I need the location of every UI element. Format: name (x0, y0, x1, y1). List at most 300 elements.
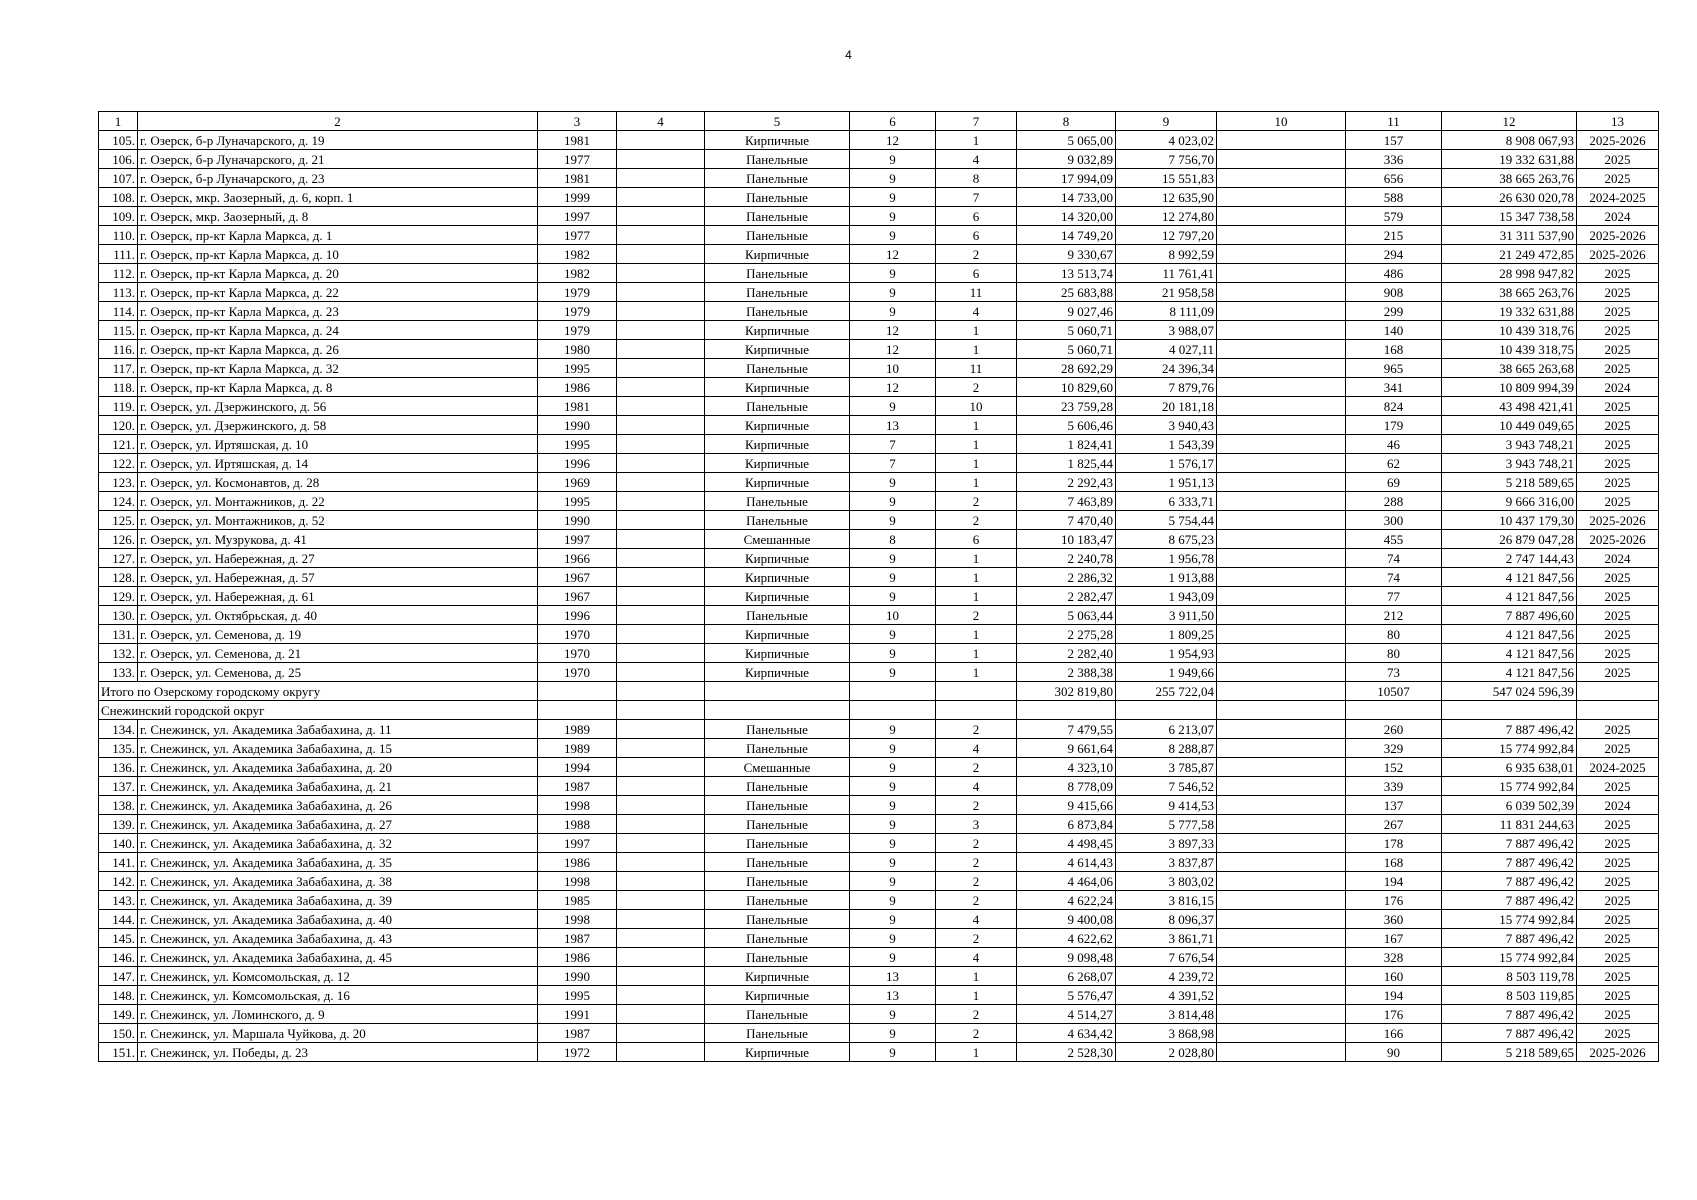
floors-cell: 9 (850, 150, 936, 169)
table-row (99, 321, 1659, 340)
empty-cell (1442, 701, 1577, 720)
address-cell: г. Озерск, ул. Дзержинского, д. 56 (138, 397, 538, 416)
entrances-cell: 2 (936, 378, 1017, 397)
wall-material-cell: Кирпичные (705, 568, 850, 587)
total-row (99, 682, 1659, 701)
year-built-cell: 1989 (538, 739, 617, 758)
col-4-cell (617, 758, 705, 777)
repair-cost-cell: 15 774 992,84 (1442, 777, 1577, 796)
empty-cell (1217, 701, 1346, 720)
floors-cell: 9 (850, 568, 936, 587)
residents-cell: 80 (1346, 644, 1442, 663)
empty-cell (538, 682, 617, 701)
entrances-cell: 6 (936, 264, 1017, 283)
repair-period-cell: 2025-2026 (1577, 1043, 1659, 1062)
col-4-cell (617, 1005, 705, 1024)
repair-period-cell: 2025 (1577, 302, 1659, 321)
repair-period-cell: 2025 (1577, 587, 1659, 606)
repair-period-cell: 2025 (1577, 834, 1659, 853)
empty-cell (850, 701, 936, 720)
living-area-cell: 3 940,43 (1116, 416, 1217, 435)
row-number-cell: 118. (99, 378, 138, 397)
empty-cell (538, 701, 617, 720)
row-number-cell: 134. (99, 720, 138, 739)
floors-cell: 13 (850, 986, 936, 1005)
table-row (99, 1043, 1659, 1062)
year-built-cell: 1985 (538, 891, 617, 910)
table-row (99, 378, 1659, 397)
address-cell: г. Снежинск, ул. Ломинского, д. 9 (138, 1005, 538, 1024)
table-row (99, 188, 1659, 207)
col-10-cell (1217, 815, 1346, 834)
repair-cost-cell: 10 437 179,30 (1442, 511, 1577, 530)
total-area-cell: 9 032,89 (1017, 150, 1116, 169)
header-cell: 6 (850, 112, 936, 131)
row-number-cell: 107. (99, 169, 138, 188)
repair-cost-cell: 19 332 631,88 (1442, 302, 1577, 321)
year-built-cell: 1981 (538, 131, 617, 150)
residents-cell: 339 (1346, 777, 1442, 796)
row-number-cell: 116. (99, 340, 138, 359)
year-built-cell: 1979 (538, 283, 617, 302)
col-4-cell (617, 796, 705, 815)
address-cell: г. Озерск, ул. Набережная, д. 61 (138, 587, 538, 606)
entrances-cell: 3 (936, 815, 1017, 834)
residents-cell: 260 (1346, 720, 1442, 739)
entrances-cell: 8 (936, 169, 1017, 188)
year-built-cell: 1989 (538, 720, 617, 739)
year-built-cell: 1995 (538, 492, 617, 511)
wall-material-cell: Кирпичные (705, 454, 850, 473)
address-cell: г. Снежинск, ул. Академика Забабахина, д. 27 (138, 815, 538, 834)
repair-cost-cell: 2 747 144,43 (1442, 549, 1577, 568)
living-area-cell: 3 861,71 (1116, 929, 1217, 948)
empty-cell (1017, 701, 1116, 720)
wall-material-cell: Кирпичные (705, 549, 850, 568)
repair-cost-cell: 10 449 049,65 (1442, 416, 1577, 435)
year-built-cell: 1980 (538, 340, 617, 359)
residents-cell: 74 (1346, 549, 1442, 568)
table-row (99, 929, 1659, 948)
wall-material-cell: Панельные (705, 910, 850, 929)
residents-cell: 168 (1346, 853, 1442, 872)
table-row (99, 340, 1659, 359)
floors-cell: 9 (850, 663, 936, 682)
address-cell: г. Озерск, б-р Луначарского, д. 23 (138, 169, 538, 188)
repair-period-cell: 2025 (1577, 625, 1659, 644)
col-4-cell (617, 454, 705, 473)
repair-cost-cell: 5 218 589,65 (1442, 1043, 1577, 1062)
col-4-cell (617, 188, 705, 207)
repair-cost-cell: 15 774 992,84 (1442, 910, 1577, 929)
wall-material-cell: Панельные (705, 891, 850, 910)
repair-period-cell: 2025 (1577, 663, 1659, 682)
total-area-cell: 2 286,32 (1017, 568, 1116, 587)
empty-cell (617, 701, 705, 720)
entrances-cell: 1 (936, 473, 1017, 492)
total-living-area: 255 722,04 (1116, 682, 1217, 701)
col-4-cell (617, 359, 705, 378)
repair-period-cell: 2025 (1577, 872, 1659, 891)
living-area-cell: 21 958,58 (1116, 283, 1217, 302)
repair-period-cell: 2025 (1577, 644, 1659, 663)
col-10-cell (1217, 986, 1346, 1005)
col-10-cell (1217, 340, 1346, 359)
wall-material-cell: Панельные (705, 302, 850, 321)
row-number-cell: 125. (99, 511, 138, 530)
col-4-cell (617, 283, 705, 302)
entrances-cell: 2 (936, 853, 1017, 872)
year-built-cell: 1969 (538, 473, 617, 492)
table-row (99, 169, 1659, 188)
floors-cell: 9 (850, 929, 936, 948)
floors-cell: 9 (850, 910, 936, 929)
empty-cell (850, 682, 936, 701)
row-number-cell: 151. (99, 1043, 138, 1062)
total-area-cell: 5 063,44 (1017, 606, 1116, 625)
table-row (99, 245, 1659, 264)
living-area-cell: 1 954,93 (1116, 644, 1217, 663)
section-header-row (99, 701, 1659, 720)
table-row (99, 739, 1659, 758)
row-number-cell: 126. (99, 530, 138, 549)
year-built-cell: 1999 (538, 188, 617, 207)
empty-cell (705, 701, 850, 720)
repair-period-cell: 2025 (1577, 340, 1659, 359)
total-area-cell: 5 060,71 (1017, 321, 1116, 340)
year-built-cell: 1995 (538, 435, 617, 454)
address-cell: г. Озерск, пр-кт Карла Маркса, д. 10 (138, 245, 538, 264)
col-10-cell (1217, 511, 1346, 530)
col-10-cell (1217, 929, 1346, 948)
residents-cell: 69 (1346, 473, 1442, 492)
empty-cell (1577, 701, 1659, 720)
living-area-cell: 11 761,41 (1116, 264, 1217, 283)
table-row (99, 549, 1659, 568)
col-10-cell (1217, 796, 1346, 815)
table-row (99, 568, 1659, 587)
row-number-cell: 143. (99, 891, 138, 910)
table-row (99, 796, 1659, 815)
address-cell: г. Озерск, ул. Семенова, д. 25 (138, 663, 538, 682)
total-area-cell: 4 514,27 (1017, 1005, 1116, 1024)
living-area-cell: 3 988,07 (1116, 321, 1217, 340)
year-built-cell: 1979 (538, 321, 617, 340)
living-area-cell: 1 951,13 (1116, 473, 1217, 492)
wall-material-cell: Кирпичные (705, 663, 850, 682)
row-number-cell: 133. (99, 663, 138, 682)
housing-table (98, 111, 1659, 1062)
col-4-cell (617, 226, 705, 245)
col-10-cell (1217, 549, 1346, 568)
row-number-cell: 114. (99, 302, 138, 321)
repair-period-cell: 2025-2026 (1577, 511, 1659, 530)
living-area-cell: 2 028,80 (1116, 1043, 1217, 1062)
year-built-cell: 1982 (538, 245, 617, 264)
empty-cell (617, 682, 705, 701)
address-cell: г. Озерск, пр-кт Карла Маркса, д. 24 (138, 321, 538, 340)
entrances-cell: 4 (936, 739, 1017, 758)
wall-material-cell: Кирпичные (705, 1043, 850, 1062)
living-area-cell: 3 785,87 (1116, 758, 1217, 777)
residents-cell: 215 (1346, 226, 1442, 245)
year-built-cell: 1986 (538, 853, 617, 872)
col-10-cell (1217, 416, 1346, 435)
residents-cell: 300 (1346, 511, 1442, 530)
repair-cost-cell: 8 503 119,78 (1442, 967, 1577, 986)
repair-cost-cell: 38 665 263,76 (1442, 283, 1577, 302)
total-area-cell: 1 825,44 (1017, 454, 1116, 473)
total-area-cell: 4 464,06 (1017, 872, 1116, 891)
living-area-cell: 20 181,18 (1116, 397, 1217, 416)
repair-period-cell: 2025-2026 (1577, 226, 1659, 245)
address-cell: г. Озерск, пр-кт Карла Маркса, д. 23 (138, 302, 538, 321)
living-area-cell: 3 868,98 (1116, 1024, 1217, 1043)
table-row (99, 511, 1659, 530)
living-area-cell: 7 546,52 (1116, 777, 1217, 796)
floors-cell: 12 (850, 340, 936, 359)
wall-material-cell: Панельные (705, 1024, 850, 1043)
wall-material-cell: Панельные (705, 872, 850, 891)
living-area-cell: 1 949,66 (1116, 663, 1217, 682)
entrances-cell: 1 (936, 663, 1017, 682)
entrances-cell: 2 (936, 492, 1017, 511)
year-built-cell: 1967 (538, 587, 617, 606)
row-number-cell: 123. (99, 473, 138, 492)
address-cell: г. Снежинск, ул. Академика Забабахина, д. 20 (138, 758, 538, 777)
floors-cell: 9 (850, 188, 936, 207)
total-area-cell: 2 282,40 (1017, 644, 1116, 663)
entrances-cell: 4 (936, 150, 1017, 169)
living-area-cell: 6 213,07 (1116, 720, 1217, 739)
row-number-cell: 120. (99, 416, 138, 435)
living-area-cell: 24 396,34 (1116, 359, 1217, 378)
repair-period-cell: 2025 (1577, 720, 1659, 739)
row-number-cell: 145. (99, 929, 138, 948)
col-4-cell (617, 416, 705, 435)
floors-cell: 12 (850, 378, 936, 397)
living-area-cell: 3 897,33 (1116, 834, 1217, 853)
residents-cell: 656 (1346, 169, 1442, 188)
row-number-cell: 140. (99, 834, 138, 853)
year-built-cell: 1987 (538, 1024, 617, 1043)
header-cell: 1 (99, 112, 138, 131)
repair-cost-cell: 7 887 496,42 (1442, 872, 1577, 891)
address-cell: г. Снежинск, ул. Академика Забабахина, д. 39 (138, 891, 538, 910)
row-number-cell: 146. (99, 948, 138, 967)
total-area-cell: 7 463,89 (1017, 492, 1116, 511)
col-4-cell (617, 340, 705, 359)
entrances-cell: 2 (936, 834, 1017, 853)
table-row (99, 530, 1659, 549)
living-area-cell: 12 797,20 (1116, 226, 1217, 245)
wall-material-cell: Смешанные (705, 530, 850, 549)
table-row (99, 283, 1659, 302)
address-cell: г. Озерск, ул. Монтажников, д. 22 (138, 492, 538, 511)
col-4-cell (617, 834, 705, 853)
repair-period-cell: 2025 (1577, 264, 1659, 283)
table-row (99, 891, 1659, 910)
entrances-cell: 2 (936, 891, 1017, 910)
total-area-cell: 10 183,47 (1017, 530, 1116, 549)
address-cell: г. Снежинск, ул. Комсомольская, д. 12 (138, 967, 538, 986)
header-cell: 10 (1217, 112, 1346, 131)
total-area-cell: 7 479,55 (1017, 720, 1116, 739)
living-area-cell: 4 239,72 (1116, 967, 1217, 986)
repair-period-cell: 2025 (1577, 815, 1659, 834)
address-cell: г. Снежинск, ул. Академика Забабахина, д. 38 (138, 872, 538, 891)
wall-material-cell: Кирпичные (705, 245, 850, 264)
col-4-cell (617, 644, 705, 663)
col-10-cell (1217, 530, 1346, 549)
floors-cell: 9 (850, 834, 936, 853)
repair-period-cell: 2025 (1577, 473, 1659, 492)
repair-cost-cell: 9 666 316,00 (1442, 492, 1577, 511)
header-cell: 11 (1346, 112, 1442, 131)
entrances-cell: 4 (936, 777, 1017, 796)
repair-period-cell: 2024-2025 (1577, 188, 1659, 207)
total-area-cell: 14 749,20 (1017, 226, 1116, 245)
living-area-cell: 4 391,52 (1116, 986, 1217, 1005)
total-area-cell: 14 733,00 (1017, 188, 1116, 207)
col-10-cell (1217, 245, 1346, 264)
floors-cell: 12 (850, 245, 936, 264)
address-cell: г. Озерск, пр-кт Карла Маркса, д. 32 (138, 359, 538, 378)
table-row (99, 131, 1659, 150)
wall-material-cell: Панельные (705, 264, 850, 283)
year-built-cell: 1981 (538, 397, 617, 416)
col-4-cell (617, 663, 705, 682)
residents-cell: 62 (1346, 454, 1442, 473)
residents-cell: 46 (1346, 435, 1442, 454)
section-title: Снежинский городской округ (99, 701, 538, 720)
floors-cell: 10 (850, 606, 936, 625)
repair-cost-cell: 7 887 496,42 (1442, 720, 1577, 739)
row-number-cell: 119. (99, 397, 138, 416)
wall-material-cell: Панельные (705, 815, 850, 834)
floors-cell: 9 (850, 758, 936, 777)
repair-cost-cell: 28 998 947,82 (1442, 264, 1577, 283)
entrances-cell: 2 (936, 606, 1017, 625)
total-area-cell: 8 778,09 (1017, 777, 1116, 796)
total-area-cell: 2 528,30 (1017, 1043, 1116, 1062)
col-4-cell (617, 397, 705, 416)
entrances-cell: 2 (936, 511, 1017, 530)
row-number-cell: 110. (99, 226, 138, 245)
address-cell: г. Снежинск, ул. Маршала Чуйкова, д. 20 (138, 1024, 538, 1043)
total-area-cell: 28 692,29 (1017, 359, 1116, 378)
year-built-cell: 1967 (538, 568, 617, 587)
residents-cell: 90 (1346, 1043, 1442, 1062)
residents-cell: 341 (1346, 378, 1442, 397)
col-4-cell (617, 986, 705, 1005)
col-10-cell (1217, 359, 1346, 378)
row-number-cell: 144. (99, 910, 138, 929)
living-area-cell: 7 756,70 (1116, 150, 1217, 169)
living-area-cell: 1 956,78 (1116, 549, 1217, 568)
year-built-cell: 1998 (538, 910, 617, 929)
repair-cost-cell: 26 879 047,28 (1442, 530, 1577, 549)
repair-period-cell: 2025 (1577, 1024, 1659, 1043)
header-cell: 4 (617, 112, 705, 131)
floors-cell: 9 (850, 264, 936, 283)
total-area-cell: 4 323,10 (1017, 758, 1116, 777)
repair-cost-cell: 3 943 748,21 (1442, 454, 1577, 473)
table-row (99, 644, 1659, 663)
floors-cell: 9 (850, 283, 936, 302)
repair-period-cell: 2025 (1577, 416, 1659, 435)
residents-cell: 74 (1346, 568, 1442, 587)
entrances-cell: 2 (936, 1024, 1017, 1043)
total-area-cell: 6 873,84 (1017, 815, 1116, 834)
repair-cost-cell: 6 039 502,39 (1442, 796, 1577, 815)
floors-cell: 9 (850, 1005, 936, 1024)
year-built-cell: 1987 (538, 929, 617, 948)
repair-period-cell: 2024 (1577, 378, 1659, 397)
residents-cell: 267 (1346, 815, 1442, 834)
table-row (99, 397, 1659, 416)
col-4-cell (617, 587, 705, 606)
year-built-cell: 1970 (538, 663, 617, 682)
floors-cell: 9 (850, 397, 936, 416)
col-10-cell (1217, 226, 1346, 245)
row-number-cell: 148. (99, 986, 138, 1005)
repair-period-cell: 2025 (1577, 150, 1659, 169)
header-cell: 8 (1017, 112, 1116, 131)
total-area-cell: 9 098,48 (1017, 948, 1116, 967)
year-built-cell: 1977 (538, 226, 617, 245)
row-number-cell: 147. (99, 967, 138, 986)
year-built-cell: 1986 (538, 378, 617, 397)
address-cell: г. Озерск, б-р Луначарского, д. 21 (138, 150, 538, 169)
empty-cell (936, 682, 1017, 701)
repair-cost-cell: 7 887 496,60 (1442, 606, 1577, 625)
col-4-cell (617, 1024, 705, 1043)
total-area-cell: 13 513,74 (1017, 264, 1116, 283)
repair-cost-cell: 10 439 318,75 (1442, 340, 1577, 359)
row-number-cell: 142. (99, 872, 138, 891)
col-4-cell (617, 131, 705, 150)
repair-cost-cell: 38 665 263,76 (1442, 169, 1577, 188)
living-area-cell: 1 543,39 (1116, 435, 1217, 454)
address-cell: г. Озерск, ул. Семенова, д. 19 (138, 625, 538, 644)
address-cell: г. Озерск, ул. Иртяшская, д. 14 (138, 454, 538, 473)
floors-cell: 9 (850, 948, 936, 967)
table-row (99, 226, 1659, 245)
year-built-cell: 1970 (538, 625, 617, 644)
total-area-cell: 6 268,07 (1017, 967, 1116, 986)
residents-cell: 167 (1346, 929, 1442, 948)
total-area-cell: 4 622,24 (1017, 891, 1116, 910)
entrances-cell: 11 (936, 359, 1017, 378)
empty-cell (705, 682, 850, 701)
repair-period-cell: 2025-2026 (1577, 530, 1659, 549)
col-10-cell (1217, 948, 1346, 967)
total-area-cell: 2 275,28 (1017, 625, 1116, 644)
repair-period-cell: 2025 (1577, 435, 1659, 454)
residents-cell: 486 (1346, 264, 1442, 283)
row-number-cell: 105. (99, 131, 138, 150)
table-row (99, 777, 1659, 796)
wall-material-cell: Панельные (705, 796, 850, 815)
col-4-cell (617, 264, 705, 283)
wall-material-cell: Панельные (705, 777, 850, 796)
floors-cell: 9 (850, 302, 936, 321)
col-10-cell (1217, 454, 1346, 473)
wall-material-cell: Кирпичные (705, 625, 850, 644)
address-cell: г. Озерск, ул. Набережная, д. 57 (138, 568, 538, 587)
total-area-cell: 2 388,38 (1017, 663, 1116, 682)
